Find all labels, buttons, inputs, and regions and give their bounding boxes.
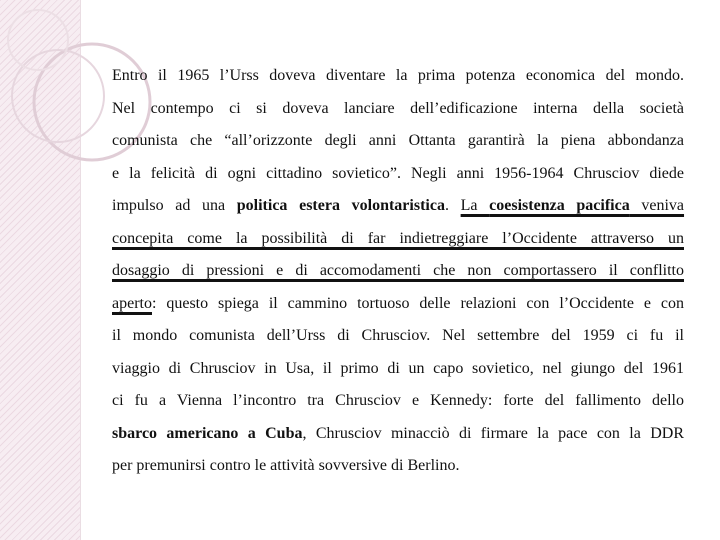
text-segment: , Chrusciov minacciò di firmare la pace con la DDR xyxy=(302,424,684,442)
text-line: viaggio di Chrusciov in Usa, il primo di un capo sovietico, nel giungo del 1961 xyxy=(112,359,684,377)
underlined-phrase-start: La xyxy=(460,197,490,214)
text-line xyxy=(112,420,684,453)
text-line xyxy=(112,225,684,258)
text-segment: : questo spiega il cammino tortuoso delle relazioni con l’Occidente e con xyxy=(151,294,684,312)
bold-phrase-politica-estera: politica estera volontaristica xyxy=(236,197,445,214)
underlined-phrase-cont: dosaggio di pressioni e di accomodamenti che non comportassero il conflitto xyxy=(112,262,684,279)
paragraph-text xyxy=(112,62,684,485)
text-line: per premunirsi contro le attività sovversive di Berlino. xyxy=(112,457,460,474)
text-line: Entro il 1965 l’Urss doveva diventare la prima potenza economica del mondo. xyxy=(112,67,684,84)
text-line xyxy=(112,192,684,225)
text-segment: impulso ad una xyxy=(112,197,237,214)
bold-phrase-sbarco-cuba: sbarco americano a Cuba xyxy=(112,424,303,442)
underlined-phrase-cont: concepita come la possibilità di far indietreggiare l’Occidente attraverso un xyxy=(112,229,684,247)
text-line: il mondo comunista dell’Urss di Chrusciov. Nel settembre del 1959 ci fu il xyxy=(112,327,684,344)
text-line xyxy=(112,257,684,290)
text-line: comunista che “all’orizzonte degli anni Ottanta garantirà la piena abbondanza xyxy=(112,132,684,149)
text-line xyxy=(112,290,684,323)
text-line: e la felicità di ogni cittadino sovietico”. Negli anni 1956-1964 Chrusciov diede xyxy=(112,164,684,182)
text-line: ci fu a Vienna l’incontro tra Chrusciov e Kennedy: forte del fallimento dello xyxy=(112,392,684,409)
bold-phrase-coesistenza-pacifica: coesistenza pacifica xyxy=(489,197,630,214)
underlined-phrase-end: aperto xyxy=(112,294,152,312)
underlined-phrase-cont: veniva xyxy=(629,197,685,214)
text-line: Nel contempo ci si doveva lanciare dell’edificazione interna della società xyxy=(112,99,684,117)
text-segment: . xyxy=(444,197,461,214)
